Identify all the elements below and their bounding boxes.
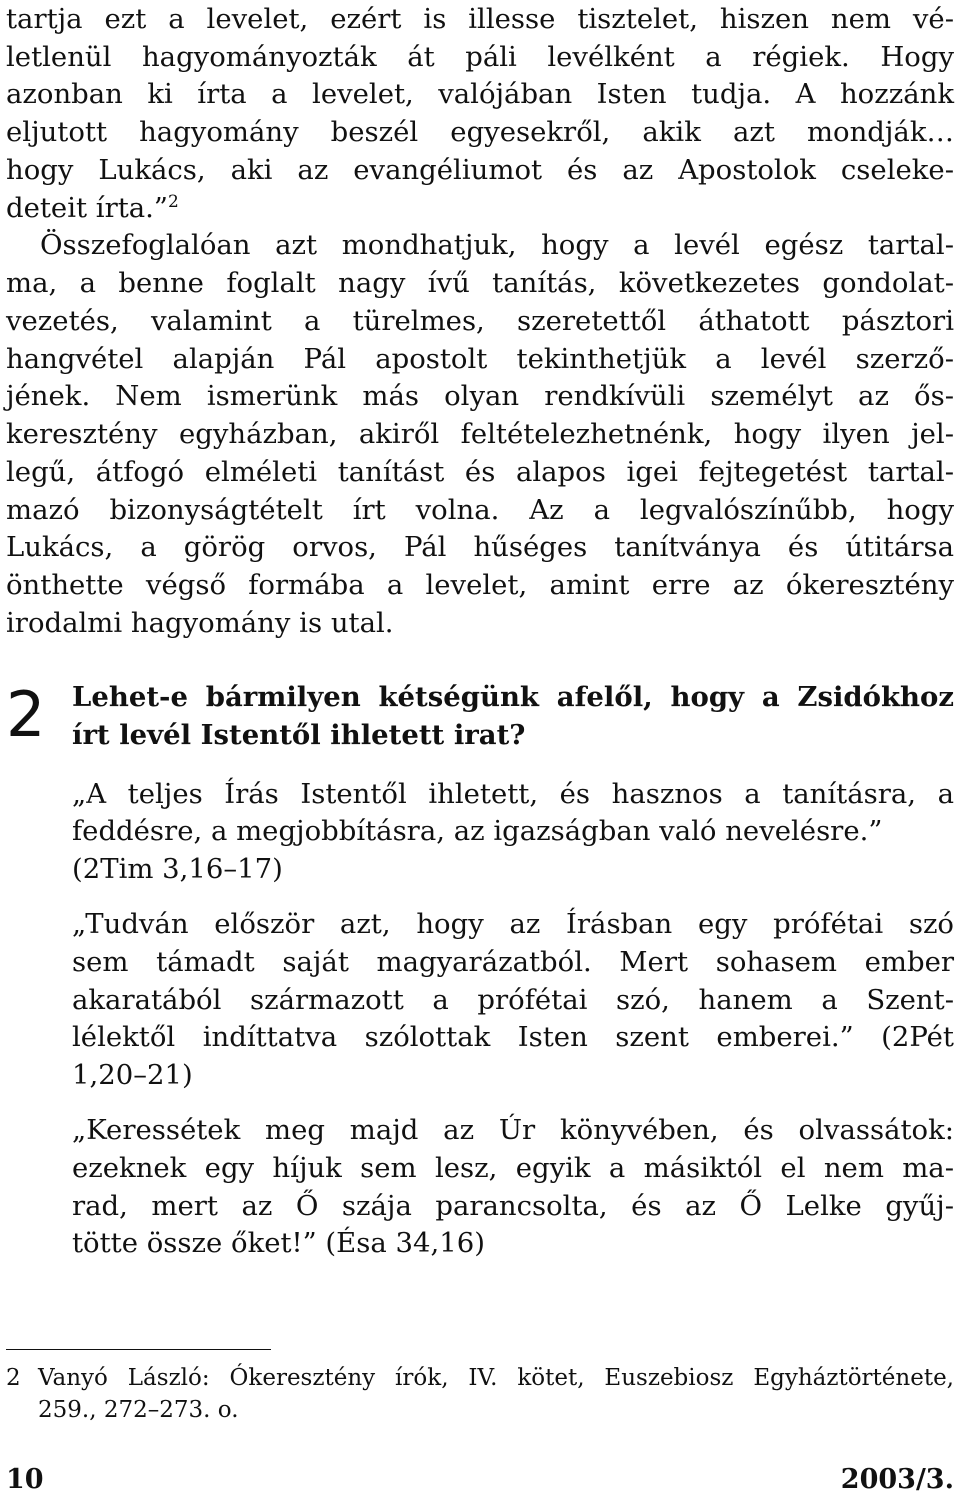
text-line: Lukács, a görög orvos, Pál hűséges tanítványa és útitársa xyxy=(6,531,954,563)
text-line: irodalmi hagyomány is utal. xyxy=(6,607,394,639)
text-line: letlenül hagyományozták át páli levélként a régiek. Hogy xyxy=(6,41,954,73)
text-line: Összefoglalóan azt mondhatjuk, hogy a levél egész tartal- xyxy=(40,229,954,261)
text-line: jének. Nem ismerünk más olyan rendkívüli személyt az ős- xyxy=(6,380,954,412)
text-line: önthette végső formába a levelet, amint erre az ókeresztény xyxy=(6,569,954,601)
quote-line: lélektől indíttatva szólottak Isten szent emberei.” (2Pét xyxy=(72,1021,954,1053)
question-title-line: írt levél Istentől ihletett irat? xyxy=(72,719,526,751)
issue-number: 2003/3. xyxy=(840,1464,954,1495)
quote-line: „Tudván először azt, hogy az Írásban egy prófétai szó xyxy=(72,908,954,940)
text-line: vezetés, valamint a türelmes, szeretettől áthatott pásztori xyxy=(6,305,954,337)
text-line: ma, a benne foglalt nagy ívű tanítás, következetes gondolat- xyxy=(6,267,954,299)
quote-line: akaratából származott a prófétai szó, hanem a Szent- xyxy=(72,984,954,1016)
quote-line: tötte össze őket!” (Ésa 34,16) xyxy=(72,1227,485,1259)
quote-reference: (2Tim 3,16–17) xyxy=(72,853,283,885)
text-line: mazó bizonyságtételt írt volna. Az a legvalószínűbb, hogy xyxy=(6,494,954,526)
text-line: hogy Lukács, aki az evangéliumot és az Apostolok cseleke- xyxy=(6,154,954,186)
footnote-separator xyxy=(6,1349,271,1350)
quote-line: ezeknek egy híjuk sem lesz, egyik a másiktól el nem ma- xyxy=(72,1152,954,1184)
quote-reference: 1,20–21) xyxy=(72,1059,193,1091)
quote-line: „Keressétek meg majd az Úr könyvében, és olvassátok: xyxy=(72,1114,954,1146)
question-number: 2 xyxy=(6,678,46,751)
question-title-line: Lehet-e bármilyen kétségünk afelől, hogy a Zsidókhoz xyxy=(72,681,954,713)
footnote-number: 2 xyxy=(6,1365,21,1391)
footnote-reference[interactable]: 2 xyxy=(167,191,179,212)
text-line: azonban ki írta a levelet, valójában Isten tudja. A hozzánk xyxy=(6,78,954,110)
text-line: eljutott hagyomány beszél egyesekről, akik azt mondják… xyxy=(6,116,954,148)
quote-line: „A teljes Írás Istentől ihletett, és hasznos a tanításra, a xyxy=(72,778,954,810)
text-line: hangvétel alapján Pál apostolt tekinthetjük a levél szerző- xyxy=(6,343,954,375)
footnote-line: Vanyó László: Ókeresztény írók, IV. kötet, Euszebiosz Egyháztörténete, xyxy=(38,1365,954,1391)
text-line: keresztény egyházban, akiről feltételezhetnénk, hogy ilyen jel- xyxy=(6,418,954,450)
quote-line: rad, mert az Ő szája parancsolta, és az Ő Lelke gyűj- xyxy=(72,1190,954,1222)
text-line: deteit írta.” xyxy=(6,192,168,224)
text-line-with-footnote xyxy=(6,189,954,227)
quote-line: feddésre, a megjobbításra, az igazságban való nevelésre.” xyxy=(72,815,883,847)
text-line: tartja ezt a levelet, ezért is illesse tisztelet, hiszen nem vé- xyxy=(6,3,954,35)
page-number: 10 xyxy=(6,1464,44,1495)
text-line: legű, átfogó elméleti tanítást és alapos igei fejtegetést tartal- xyxy=(6,456,954,488)
quote-line: sem támadt saját magyarázatból. Mert sohasem ember xyxy=(72,946,954,978)
footnote-line: 259., 272–273. o. xyxy=(38,1397,239,1423)
